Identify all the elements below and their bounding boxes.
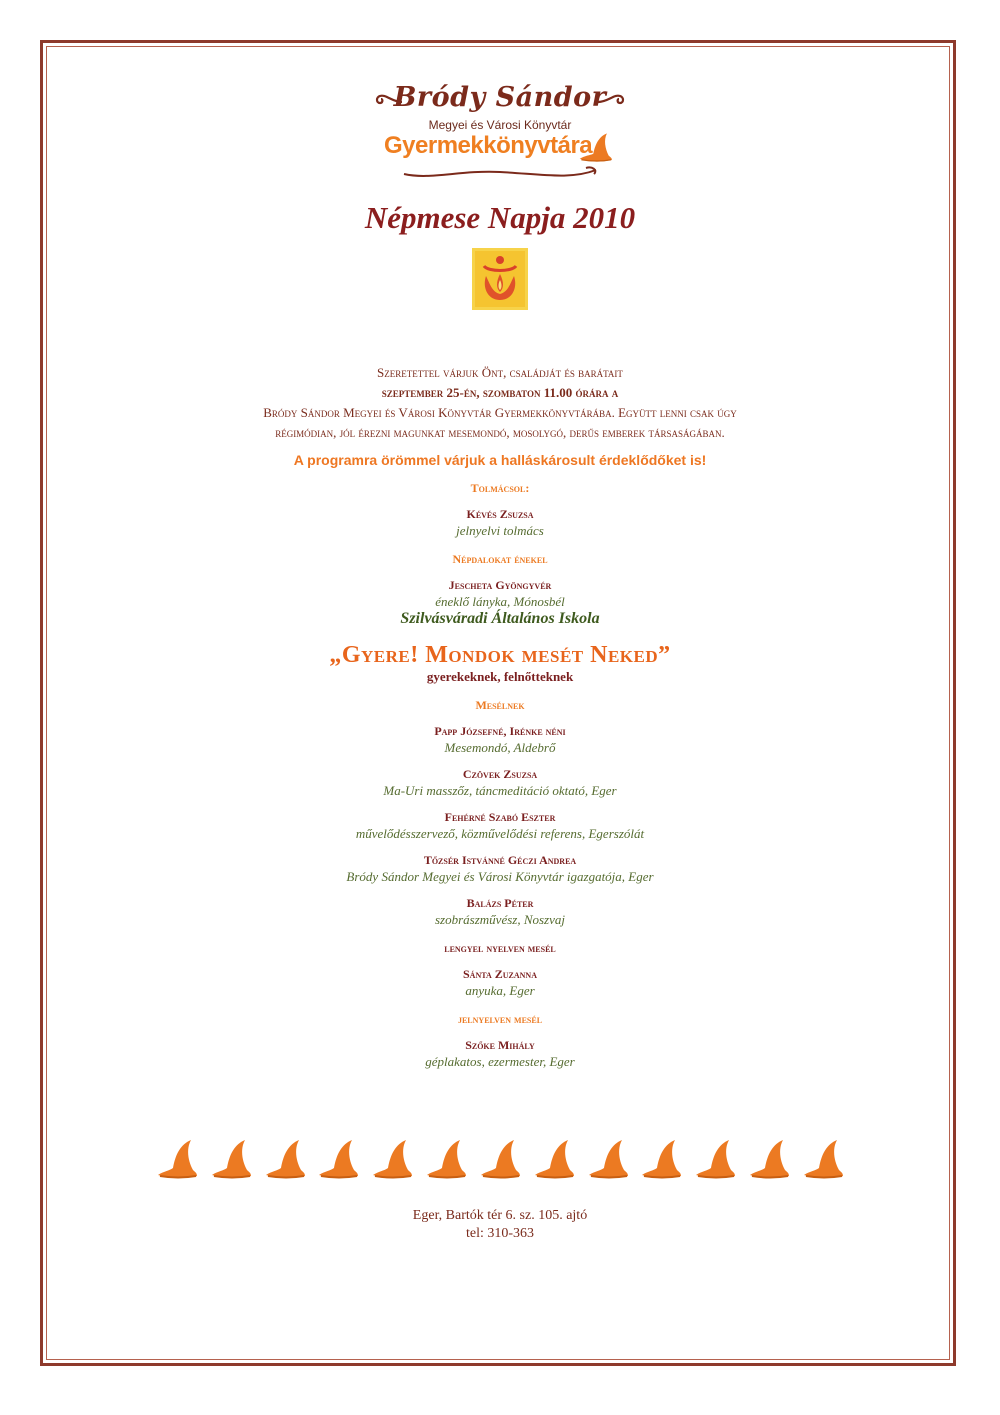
- intro-line-3: Bródy Sándor Megyei és Városi Könyvtár Gyermekkönyvtárába. Együtt lenni csak úgy: [263, 405, 737, 420]
- storytellers-role: Mesélnek: [475, 698, 525, 712]
- wizard-hat-icon: [316, 1135, 360, 1181]
- storyteller-name: Czövek Zsuzsa: [462, 767, 538, 781]
- polish-teller-desc: anyuka, Eger: [465, 983, 535, 998]
- signlang-teller-name: Szőke Mihály: [465, 1038, 535, 1052]
- wizard-hat-icon: [424, 1135, 468, 1181]
- polish-teller-name: Sánta Zuzanna: [463, 967, 537, 981]
- storyteller-name: Tőzsér Istvánné Géczi Andrea: [423, 853, 577, 867]
- folk-figure-icon: [472, 248, 528, 310]
- storyteller-desc: szobrászművész, Noszvaj: [434, 912, 565, 927]
- hat-row-decoration: [155, 1135, 845, 1185]
- wizard-hat-icon: [370, 1135, 414, 1181]
- storyteller-name: Balázs Péter: [466, 896, 534, 910]
- wizard-hat-icon: [693, 1135, 737, 1181]
- logo-brand: Gyermekkönyvtára: [384, 132, 593, 159]
- interpreter-desc: jelnyelvi tolmács: [456, 523, 544, 538]
- intro-line-2: szeptember 25-én, szombaton 11.00 órára a: [381, 385, 619, 400]
- logo-subtitle: Megyei és Városi Könyvtár: [428, 118, 572, 132]
- intro-line-1: Szeretettel várjuk Önt, családját és barátait: [377, 365, 623, 380]
- wizard-hat-icon: [478, 1135, 522, 1181]
- footer-address-block: [0, 1207, 1000, 1243]
- footer-phone: tel: 310-363: [465, 1226, 535, 1241]
- storyteller-desc: Bródy Sándor Megyei és Városi Könyvtár igazgatója, Eger: [346, 869, 654, 884]
- page-title: Népmese Napja 2010: [364, 200, 636, 235]
- storyteller-name: Papp Józsefné, Irénke néni: [434, 724, 566, 738]
- wizard-hat-icon: [576, 130, 614, 164]
- storyteller-name: Fehérné Szabó Eszter: [444, 810, 556, 824]
- wizard-hat-icon: [155, 1135, 199, 1181]
- storyteller-desc: Mesemondó, Aldebrő: [444, 740, 556, 755]
- program-title: „Gyere! Mondok mesét Neked”: [329, 642, 671, 668]
- singer-desc: éneklő lányka, Mónosbél: [435, 594, 565, 609]
- footer-address: Eger, Bartók tér 6. sz. 105. ajtó: [412, 1208, 588, 1223]
- wizard-hat-icon: [747, 1135, 791, 1181]
- folksong-role: Népdalokat énekel: [452, 552, 548, 566]
- logo-underline-ornament: [400, 164, 600, 184]
- signlang-teller-desc: géplakatos, ezermester, Eger: [425, 1054, 575, 1069]
- program-subtitle: gyerekeknek, felnőtteknek: [426, 669, 574, 684]
- wizard-hat-icon: [639, 1135, 683, 1181]
- storyteller-desc: művelődésszervező, közművelődési referens, Egerszólát: [355, 826, 645, 841]
- signlang-role: jelnyelven mesél: [457, 1012, 543, 1026]
- wizard-hat-icon: [586, 1135, 630, 1181]
- wizard-hat-icon: [263, 1135, 307, 1181]
- polish-role: lengyel nyelven mesél: [444, 941, 556, 955]
- school-name: Szilvásváradi Általános Iskola: [400, 610, 600, 627]
- wizard-hat-icon: [801, 1135, 845, 1181]
- library-logo: [380, 78, 620, 188]
- storyteller-desc: Ma-Uri masszőz, táncmeditáció oktató, Eger: [383, 783, 617, 798]
- flyer-content: [60, 78, 940, 1070]
- interpreter-role: Tolmácsol:: [470, 481, 530, 495]
- wizard-hat-icon: [532, 1135, 576, 1181]
- accessibility-notice: A programra örömmel várjuk a halláskárosult érdeklődőket is!: [293, 452, 707, 468]
- logo-name: Bródy Sándor: [393, 82, 607, 113]
- invitation-text: [60, 363, 940, 443]
- singer-name: Jescheta Gyöngyvér: [448, 578, 552, 592]
- interpreter-name: Kévés Zsuzsa: [466, 507, 534, 521]
- intro-line-4: régimódian, jól érezni magunkat mesemondó, mosolygó, derűs emberek társaságában.: [275, 425, 725, 440]
- wizard-hat-icon: [209, 1135, 253, 1181]
